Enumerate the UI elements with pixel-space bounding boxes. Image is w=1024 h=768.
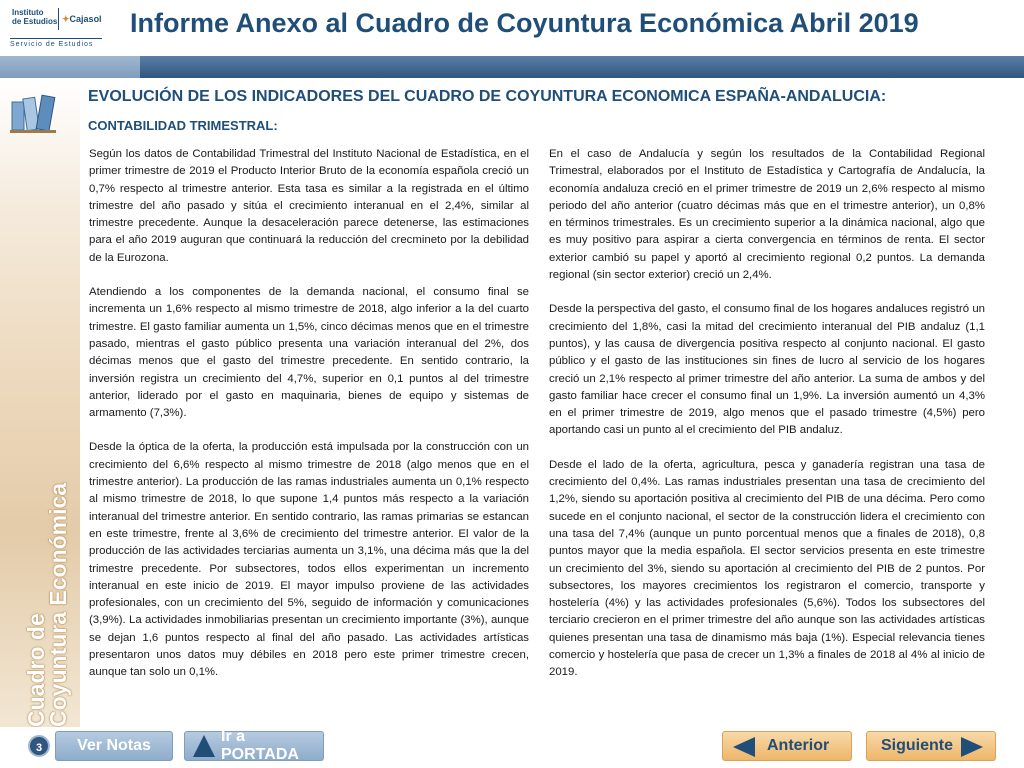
logo-brand-text: Cajasol xyxy=(69,14,102,24)
paragraph: Según los datos de Contabilidad Trimestral del Instituto Nacional de Estadística, en el primer trimestre de 2019 el Producto Interior Bruto de la economía española creció un 0,7% respecto al trimestre anterior. Esta tasa es similar a la registrada en el último trimestre del año pasado y sitúa el crecimiento interanual en el 2,4%, similar al trimestre precedente. Aunque la desaceleración parece detenerse, las estimaciones para el año 2019 auguran que continuará la reducción del crecmineto por la debilidad de la Eurozona. xyxy=(89,148,529,264)
logo-brand: ✦Cajasol xyxy=(62,14,102,24)
section-subtitle: CONTABILIDAD TRIMESTRAL: xyxy=(88,118,278,133)
vertical-title: Cuadro de Coyuntura Económica xyxy=(23,482,71,727)
right-column xyxy=(549,146,985,682)
ir-portada-button[interactable] xyxy=(184,728,324,763)
logo-service: Servicio de Estudios xyxy=(10,38,102,50)
ir-portada-label: Ir a PORTADA xyxy=(221,728,299,763)
logo-line2: de Estudios xyxy=(12,17,58,26)
anterior-label: Anterior xyxy=(767,737,830,754)
paragraph: Desde la perspectiva del gasto, el consumo final de los hogares andaluces registró un crecimiento del 1,8%, casi la mitad del crecimiento interanual del PIB andaluz (1,1 puntos), y las causa de divergencia positiva respecto al conjunto nacional. El gasto público y el gasto de las instituciones sin fines de lucro al servicio de los hogares creció un 2,1% respecto al primer trimestre del año anterior. La suma de ambos y del gasto familiar hace crecer el consumo final un 1,9%. La inversión aumentó un 4,3% en el primer trimestre de 2019, algo menos que el pasado trimestre (4,5%) pero aportando casi un punto al el crecimiento del PIB andaluz. xyxy=(549,303,985,437)
section-title: EVOLUCIÓN DE LOS INDICADORES DEL CUADRO DE COYUNTURA ECONOMICA ESPAÑA-ANDALUCIA: xyxy=(88,88,887,105)
logo-line1: Instituto xyxy=(12,8,44,17)
paragraph: Desde la óptica de la oferta, la producción está impulsada por la construcción con un crecimiento del 6,6% respecto al mismo trimestre de 2018 (algo menos que en el trimestre anterior). La producción de las ramas industriales aumenta un 0,1% respecto al mismo trimestre de 2018, lo que supone 1,4 puntos más respecto a la variación interanual del trimestre anterior. En sentido contrario, las ramas primarias se estancan en este trimestre, frente al 3,6% de crecimiento del trimestre anterior. El valor de la producción de las actividades terciarias aumenta un 3,1%, una décima más que la del trimestre precedente. Por subsectores, todos ellos experimentan un incremento interanual en este inicio de 2019. El mayor impulso proviene de las actividades profesionales, con un crecimiento del 5%, seguido de información y comunicaciones (3,9%). La actividades inmobiliarias presentan un crecimiento importante (3%), aunque se dejan 1,6 puntos respecto al final del año pasado. Las actividades artísticas presentaron unos datos muy débiles en 2018 pero este primer trimestre crecen, aunque tan solo un 0,1%. xyxy=(89,441,529,679)
anterior-button[interactable] xyxy=(722,731,852,761)
page-title: Informe Anexo al Cuadro de Coyuntura Económica Abril 2019 xyxy=(130,8,919,38)
logo-separator xyxy=(58,8,59,30)
ver-notas-label: Ver Notas xyxy=(77,737,151,754)
ver-notas-button[interactable] xyxy=(55,731,173,761)
paragraph: En el caso de Andalucía y según los resultados de la Contabilidad Regional Trimestral, elaborados por el Instituto de Estadística y Cartografía de Andalucía, la economía andaluza creció en el primer trimestre de 2019 un 2,6% respecto al mismo periodo del año anterior (cuatro décimas más que en el trimestre anterior), un 0,8% en términos trimestrales. Es un crecimiento superior a la dinámica nacional, algo que es muy positivo para aspirar a cierta convergencia en términos de renta. El sector exterior cambió su papel y aportó al crecimiento regional 0,2 puntos. La demanda regional (sin sector exterior) creció un 2,4%. xyxy=(549,148,985,282)
siguiente-button[interactable] xyxy=(866,731,996,761)
logo xyxy=(6,6,102,50)
triangle-icon xyxy=(193,735,215,757)
page-number-badge: 3 xyxy=(28,735,50,757)
top-banner-accent xyxy=(0,56,140,78)
siguiente-label: Siguiente xyxy=(881,737,954,754)
paragraph: Atendiendo a los componentes de la demanda nacional, el consumo final se incrementa un 1,6% respecto al mismo trimestre de 2018, algo inferior a la del cuarto trimestre. El gasto familiar aumenta un 1,5%, cinco décimas menos que en el trimestre pasado, mientras el gasto público presenta una variación interanual del 2%, dos décimas menos que el gasto del trimestre precedente. En sentido contrario, la inversión registra un crecimiento del 4,7%, superior en 0,1 puntos al del trimestre anterior, liderado por el gasto en maquinaria, bienes de equipo y sistemas de armamento (7,3%). xyxy=(89,286,529,420)
arrow-right-icon xyxy=(961,737,983,757)
top-banner-bar xyxy=(0,56,1024,78)
books-icon xyxy=(8,92,58,134)
logo-institute xyxy=(12,8,57,26)
arrow-left-icon xyxy=(733,737,755,757)
paragraph: Desde el lado de la oferta, agricultura, pesca y ganadería registran una tasa de crecimiento del 0,4%. Las ramas industriales presentan una tasa de crecimiento del 1,2%, siendo su aportación positiva al crecimiento del PIB de una décima. Pero como sucede en el conjunto nacional, el sector de la construcción lidera el crecimiento con una tasa del 7,4% (aunque un punto porcentual menos que a finales de 2018), 0,8 puntos mayor que la media española. El sector servicios presenta en este trimestre un crecimiento del 3%, siendo su aportación al crecimiento del PIB de 2 puntos. Por subsectores, los mayores crecimientos los registraron el comercio, transporte y hostelería (4%) y las actividades profesionales (5,6%). Todos los subsectores del terciario crecieron en el primer trimestre del año aunque son las actividades artísticas quienes presentan una tasa de dinamismo más baja (1%). Especial relevancia tienes comercio y hostelería que pasa de crecer un 1,3% a finales de 2018 al 4% al inicio de 2019. xyxy=(549,458,985,679)
left-column xyxy=(89,146,529,682)
